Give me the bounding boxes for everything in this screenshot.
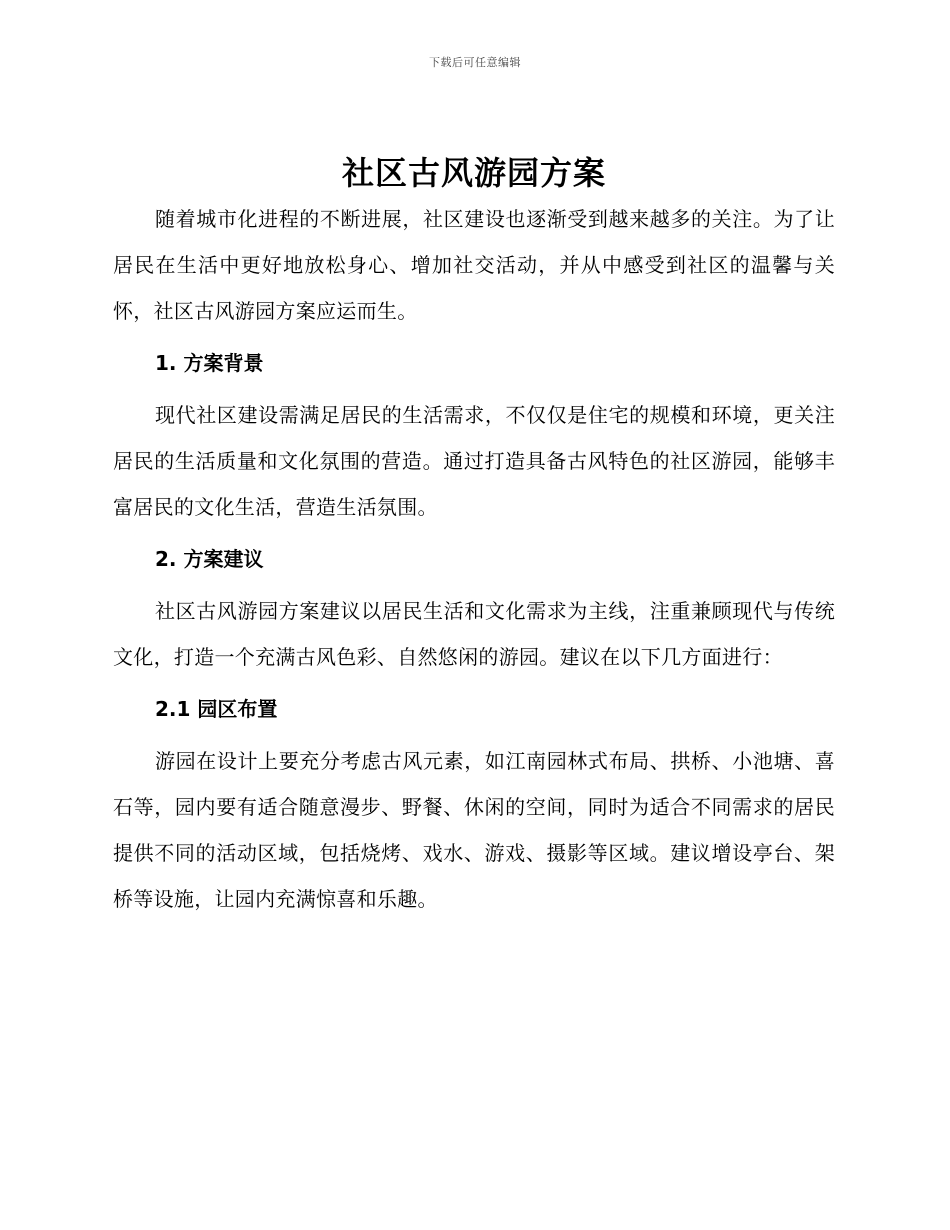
- section-body-background: 现代社区建设需满足居民的生活需求，不仅仅是住宅的规模和环境，更关注居民的生活质量和文化氛围的营造。通过打造具备古风特色的社区游园，能够丰富居民的文化生活，营造生活氛围。: [113, 403, 835, 519]
- document-body: [113, 150, 835, 922]
- section-heading-suggestions: 2. 方案建议: [155, 547, 264, 571]
- section-body-suggestions: 社区古风游园方案建议以居民生活和文化需求为主线，注重兼顾现代与传统文化，打造一个充满古风色彩、自然悠闲的游园。建议在以下几方面进行：: [113, 599, 835, 669]
- intro-paragraph: 随着城市化进程的不断进展，社区建设也逐渐受到越来越多的关注。为了让居民在生活中更好地放松身心、增加社交活动，并从中感受到社区的温馨与关怀，社区古风游园方案应运而生。: [113, 207, 835, 323]
- section-heading-background: 1. 方案背景: [155, 351, 264, 375]
- document-title: 社区古风游园方案: [341, 154, 606, 192]
- section-body-layout: 游园在设计上要充分考虑古风元素，如江南园林式布局、拱桥、小池塘、喜石等，园内要有适合随意漫步、野餐、休闲的空间，同时为适合不同需求的居民提供不同的活动区域，包括烧烤、戏水、游戏、摄影等区域。建议增设亭台、架桥等设施，让园内充满惊喜和乐趣。: [113, 749, 835, 911]
- page-header-note: 下载后可任意编辑: [429, 56, 521, 69]
- section-heading-layout: 2.1 园区布置: [155, 697, 278, 721]
